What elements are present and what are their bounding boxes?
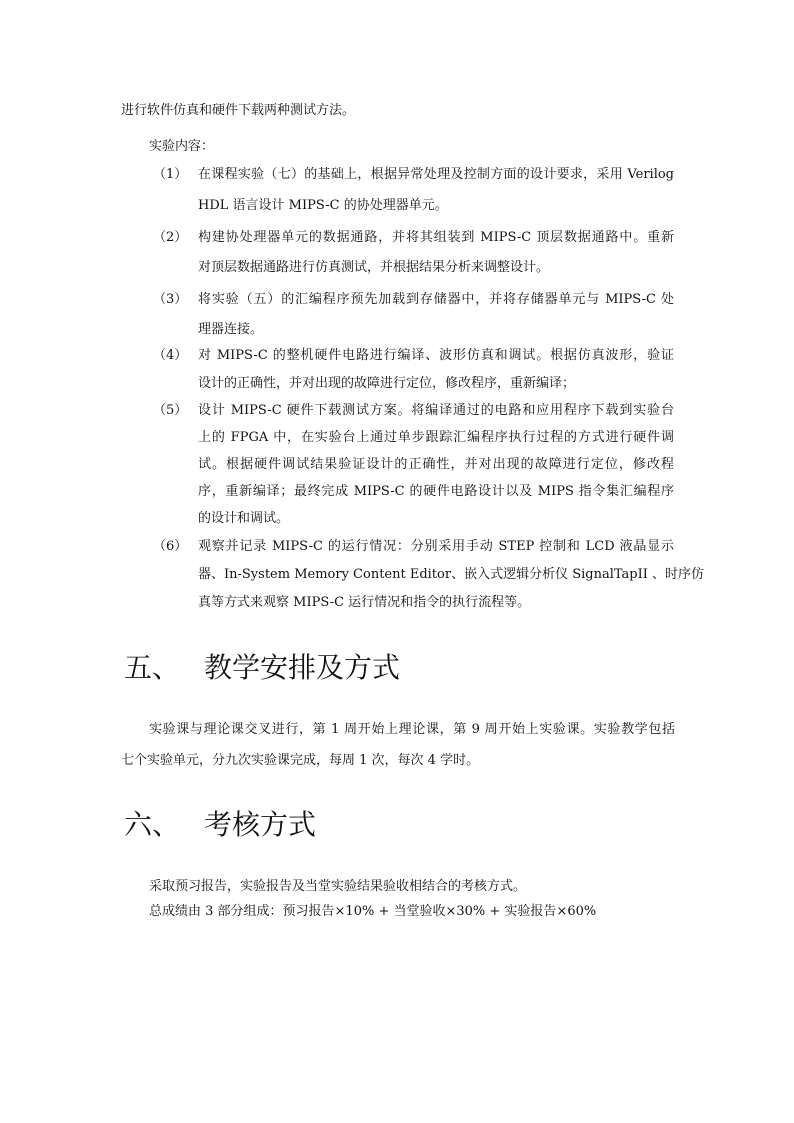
item-6-number: （6）	[153, 539, 188, 554]
section-6-heading	[124, 807, 316, 843]
section-6-title: 考核方式	[204, 808, 317, 841]
section-5-title: 教学安排及方式	[204, 651, 401, 684]
item-4-line-2: 设计的正确性，并对出现的故障进行定位，修改程序，重新编译；	[198, 376, 576, 391]
item-5-line-1: 设计 MIPS-C 硬件下载测试方案。将编译通过的电路和应用程序下载到实验台	[198, 403, 674, 418]
item-1-number: （1）	[153, 167, 188, 182]
section-5-line-2: 七个实验单元，分九次实验课完成，每周 1 次，每次 4 学时。	[121, 753, 480, 768]
section-5-number: 五、	[124, 651, 181, 684]
item-4-line-1: 对 MIPS-C 的整机硬件电路进行编译、波形仿真和调试。根据仿真波形，验证	[198, 348, 674, 363]
intro-line: 进行软件仿真和硬件下载两种测试方法。	[121, 103, 356, 118]
section-6-line-1: 采取预习报告，实验报告及当堂实验结果验收相结合的考核方式。	[149, 879, 527, 894]
item-6-line-3: 真等方式来观察 MIPS-C 运行情况和指令的执行流程等。	[198, 595, 531, 610]
section-6-line-2: 总成绩由 3 部分组成：预习报告×10% + 当堂验收×30% + 实验报告×60%	[149, 904, 597, 919]
item-5-line-4: 序，重新编译；最终完成 MIPS-C 的硬件电路设计以及 MIPS 指令集汇编程序	[198, 484, 674, 499]
item-5-line-3: 试。根据硬件调试结果验证设计的正确性，并对出现的故障进行定位，修改程	[198, 457, 674, 472]
item-2-line-2: 对顶层数据通路进行仿真测试，并根据结果分析来调整设计。	[198, 260, 550, 275]
item-2-line-1: 构建协处理器单元的数据通路，并将其组装到 MIPS-C 顶层数据通路中。重新	[198, 230, 674, 245]
item-5-line-2: 上的 FPGA 中，在实验台上通过单步跟踪汇编程序执行过程的方式进行硬件调	[198, 430, 674, 445]
item-3-number: （3）	[153, 292, 188, 307]
item-3-line-2: 理器连接。	[198, 322, 264, 337]
item-4-number: （4）	[153, 348, 188, 363]
section-5-heading	[124, 650, 400, 686]
item-2-number: （2）	[153, 230, 188, 245]
item-5-number: （5）	[153, 403, 188, 418]
item-1-line-2: HDL 语言设计 MIPS-C 的协处理器单元。	[198, 198, 448, 213]
item-3-line-1: 将实验（五）的汇编程序预先加载到存储器中，并将存储器单元与 MIPS-C 处	[198, 292, 674, 307]
section-6-number: 六、	[124, 808, 181, 841]
item-6-line-1: 观察并记录 MIPS-C 的运行情况：分别采用手动 STEP 控制和 LCD 液晶显示	[198, 539, 674, 554]
content-label: 实验内容：	[149, 139, 215, 154]
item-6-line-2: 器、In-System Memory Content Editor、嵌入式逻辑分析仪 SignalTapII 、时序仿	[198, 567, 705, 582]
section-5-line-1: 实验课与理论课交叉进行，第 1 周开始上理论课，第 9 周开始上实验课。实验教学包括	[149, 722, 675, 737]
item-1-line-1: 在课程实验（七）的基础上，根据异常处理及控制方面的设计要求，采用 Verilog	[198, 167, 674, 182]
item-5-line-5: 的设计和调试。	[198, 511, 290, 526]
